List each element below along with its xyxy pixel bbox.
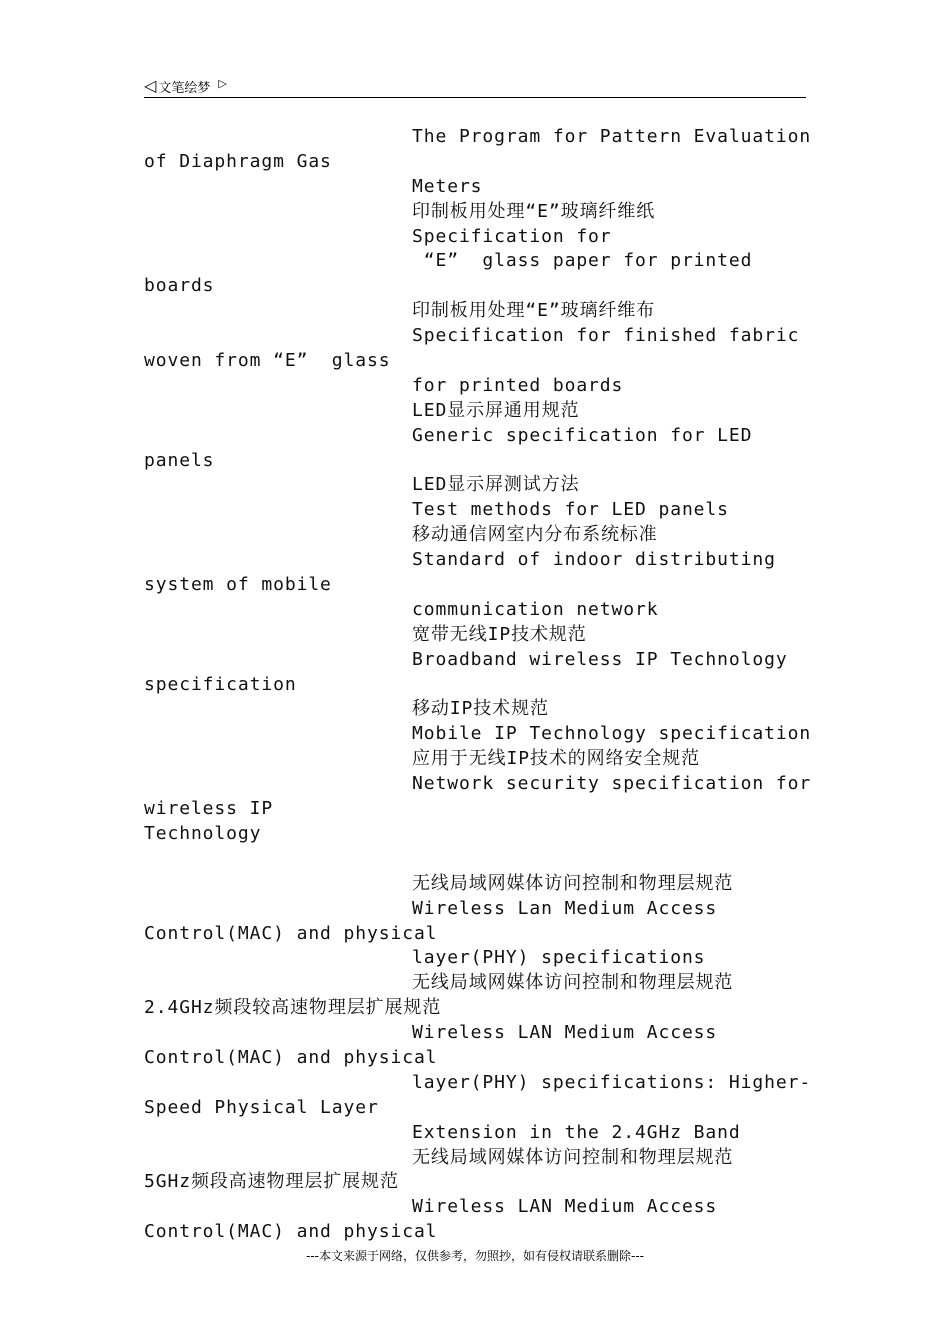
text-line: Technology [144, 822, 262, 844]
text-line: Meters [412, 175, 483, 197]
text-line: Specification for [412, 225, 612, 247]
text-line: Wireless LAN Medium Access [412, 1022, 718, 1044]
document-body [144, 125, 844, 1245]
text-line: Wireless LAN Medium Access [412, 1196, 718, 1218]
text-line: 宽带无线IP技术规范 [412, 623, 587, 645]
text-line: Specification for finished fabric [412, 325, 800, 347]
header-title: 文笔绘梦 [158, 80, 211, 96]
text-line: 2.4GHz频段较高速物理层扩展规范 [144, 997, 442, 1019]
text-line: Control(MAC) and physical [144, 1046, 438, 1068]
text-line: for printed boards [412, 374, 624, 396]
text-line: 无线局域网媒体访问控制和物理层规范 [412, 872, 734, 894]
text-line: layer(PHY) specifications: Higher- [412, 1071, 812, 1093]
text-line: woven from “E” glass [144, 350, 391, 372]
text-line: layer(PHY) specifications [412, 947, 706, 969]
text-line: Extension in the 2.4GHz Band [412, 1121, 741, 1143]
text-line: specification [144, 673, 297, 695]
text-line [144, 847, 844, 872]
text-line: of Diaphragm Gas [144, 150, 332, 172]
text-line: 无线局域网媒体访问控制和物理层规范 [412, 1146, 734, 1168]
text-line: The Program for Pattern Evaluation [412, 126, 812, 147]
text-line: Generic specification for LED [412, 424, 753, 446]
text-line: LED显示屏测试方法 [412, 474, 580, 496]
text-line: 无线局域网媒体访问控制和物理层规范 [412, 972, 734, 994]
text-line: wireless IP [144, 798, 274, 820]
text-line: 印制板用处理“E”玻璃纤维纸 [412, 200, 656, 222]
text-line: Wireless Lan Medium Access [412, 897, 718, 919]
header-rule [144, 97, 806, 98]
text-line: Control(MAC) and physical [144, 922, 438, 944]
text-line: communication network [412, 598, 659, 620]
text-line: panels [144, 449, 215, 471]
triangle-right-icon: ▷ [218, 76, 227, 90]
text-line: “E” glass paper for printed [412, 250, 753, 272]
text-line: Mobile IP Technology specification [412, 723, 812, 745]
text-line: Speed Physical Layer [144, 1096, 379, 1118]
text-line: 移动通信网室内分布系统标准 [412, 524, 658, 546]
text-line: 移动IP技术规范 [412, 698, 549, 720]
triangle-left-icon: ◁ [144, 76, 157, 95]
text-line: Network security specification for [412, 773, 812, 795]
text-line: LED显示屏通用规范 [412, 399, 580, 421]
page-footer: ---本文来源于网络，仅供参考，勿照抄，如有侵权请联系删除--- [306, 1249, 644, 1263]
text-line: system of mobile [144, 574, 332, 596]
page-header [144, 74, 806, 98]
text-line: boards [144, 275, 215, 297]
text-line: 印制板用处理“E”玻璃纤维布 [412, 300, 656, 322]
text-line: 5GHz频段高速物理层扩展规范 [144, 1171, 399, 1193]
text-line: Standard of indoor distributing [412, 549, 776, 571]
text-line: Broadband wireless IP Technology [412, 648, 788, 670]
text-line: Test methods for LED panels [412, 499, 729, 521]
text-line: Control(MAC) and physical [144, 1221, 438, 1243]
text-line: 应用于无线IP技术的网络安全规范 [412, 748, 701, 770]
